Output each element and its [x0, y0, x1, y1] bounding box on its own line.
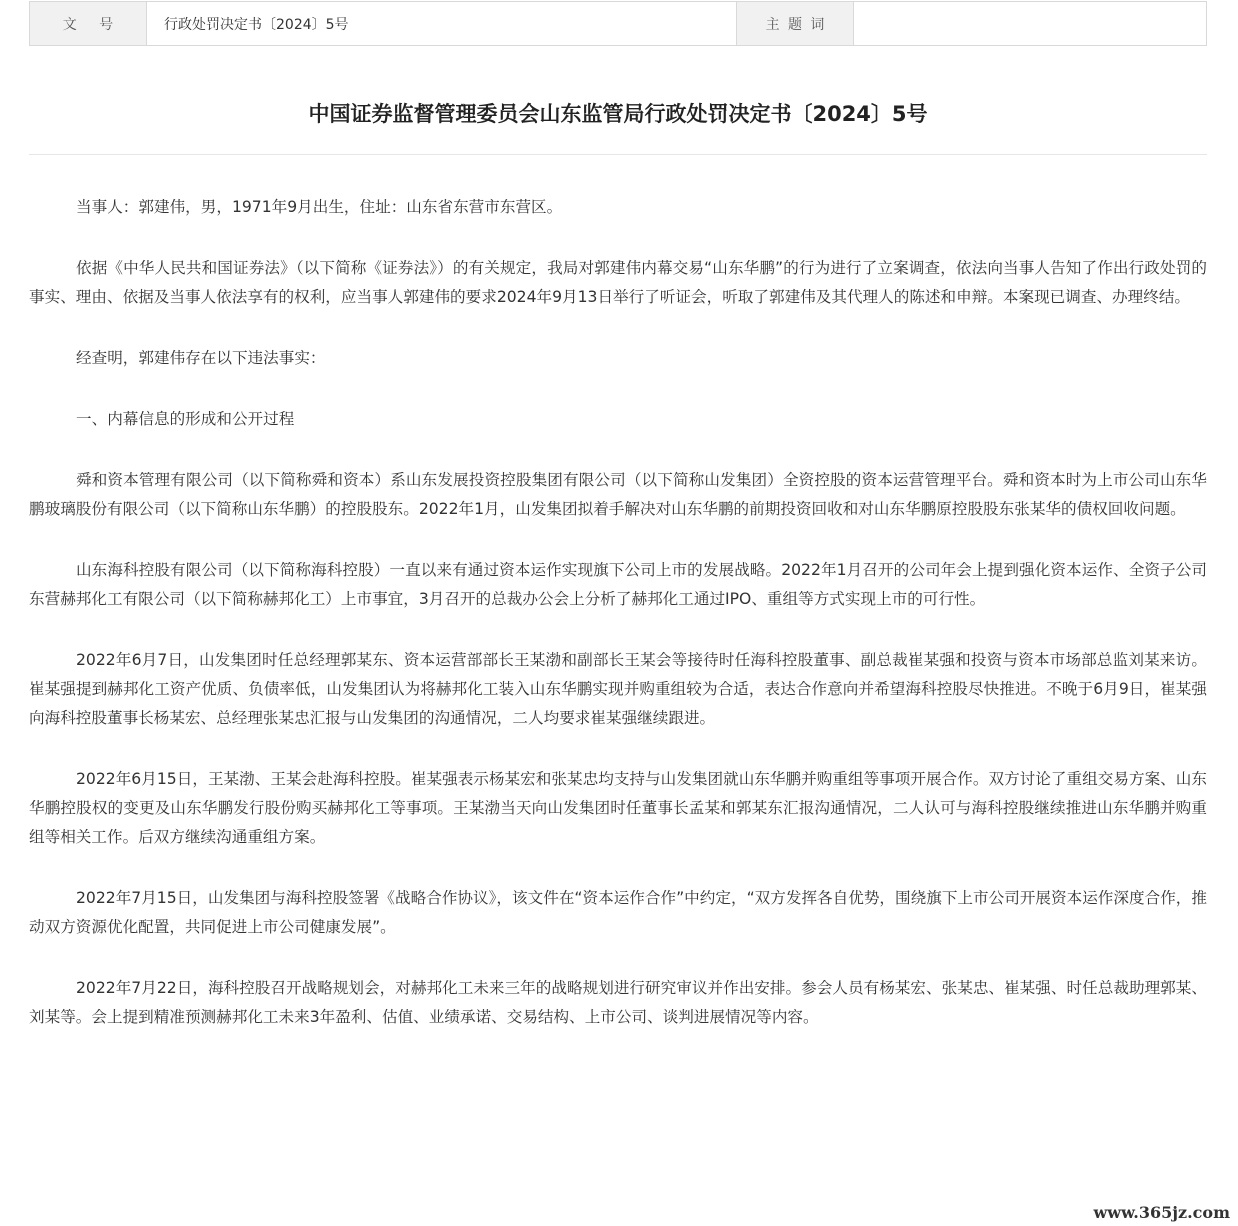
paragraph-basis: 依据《中华人民共和国证券法》（以下简称《证券法》）的有关规定，我局对郭建伟内幕交易“山东华鹏”的行为进行了立案调查，依法向当事人告知了作出行政处罚的事实、理由、依据及当事人依法享有的权利，应当事人郭建伟的要求2024年9月13日举行了听证会，听取了郭建伟及其代理人的陈述和申辩。本案现已调查、办理终结。	[29, 259, 1207, 306]
paragraph: 2022年7月15日，山发集团与海科控股签署《战略合作协议》，该文件在“资本运作合作”中约定，“双方发挥各自优势，围绕旗下上市公司开展资本运作深度合作，推动双方资源优化配置，共同促进上市公司健康发展”。	[29, 889, 1207, 936]
title-divider	[29, 154, 1207, 155]
paragraph: 2022年7月22日，海科控股召开战略规划会，对赫邦化工未来三年的战略规划进行研究审议并作出安排。参会人员有杨某宏、张某忠、崔某强、时任总裁助理郭某、刘某等。会上提到精准预测赫邦化工未来3年盈利、估值、业绩承诺、交易结构、上市公司、谈判进展情况等内容。	[29, 979, 1207, 1026]
paragraph-findings-intro: 经查明，郭建伟存在以下违法事实：	[76, 349, 326, 367]
subject-value	[854, 2, 1206, 45]
doc-number-label: 文号	[30, 2, 147, 45]
paragraph: 2022年6月15日，王某渤、王某会赴海科控股。崔某强表示杨某宏和张某忠均支持与山发集团就山东华鹏并购重组等事项开展合作。双方讨论了重组交易方案、山东华鹏控股权的变更及山东华鹏发行股份购买赫邦化工等事项。王某渤当天向山发集团时任董事长孟某和郭某东汇报沟通情况，二人认可与海科控股继续推进山东华鹏并购重组等相关工作。后双方继续沟通重组方案。	[29, 770, 1207, 846]
paragraph: 舜和资本管理有限公司（以下简称舜和资本）系山东发展投资控股集团有限公司（以下简称山发集团）全资控股的资本运营管理平台。舜和资本时为上市公司山东华鹏玻璃股份有限公司（以下简称山东华鹏）的控股股东。2022年1月，山发集团拟着手解决对山东华鹏的前期投资回收和对山东华鹏原控股股东张某华的债权回收问题。	[29, 471, 1207, 518]
subject-label: 主题词	[737, 2, 854, 45]
paragraph: 2022年6月7日，山发集团时任总经理郭某东、资本运营部部长王某渤和副部长王某会等接待时任海科控股董事、副总裁崔某强和投资与资本市场部总监刘某来访。崔某强提到赫邦化工资产优质、负债率低，山发集团认为将赫邦化工装入山东华鹏实现并购重组较为合适，表达合作意向并希望海科控股尽快推进。不晚于6月9日，崔某强向海科控股董事长杨某宏、总经理张某忠汇报与山发集团的沟通情况，二人均要求崔某强继续跟进。	[29, 651, 1207, 727]
paragraph: 山东海科控股有限公司（以下简称海科控股）一直以来有通过资本运作实现旗下公司上市的发展战略。2022年1月召开的公司年会上提到强化资本运作、全资子公司东营赫邦化工有限公司（以下简称赫邦化工）上市事宜，3月召开的总裁办公会上分析了赫邦化工通过IPO、重组等方式实现上市的可行性。	[29, 561, 1207, 608]
watermark: www.365jz.com	[1093, 1203, 1230, 1222]
paragraph-party: 当事人：郭建伟，男，1971年9月出生，住址：山东省东营市东营区。	[76, 198, 563, 216]
document-meta-table	[29, 1, 1207, 46]
section-heading: 一、内幕信息的形成和公开过程	[76, 410, 295, 428]
document-body	[29, 193, 1207, 1064]
page-title: 中国证券监督管理委员会山东监管局行政处罚决定书〔2024〕5号	[308, 102, 928, 127]
doc-number-value: 行政处罚决定书〔2024〕5号	[147, 2, 737, 45]
